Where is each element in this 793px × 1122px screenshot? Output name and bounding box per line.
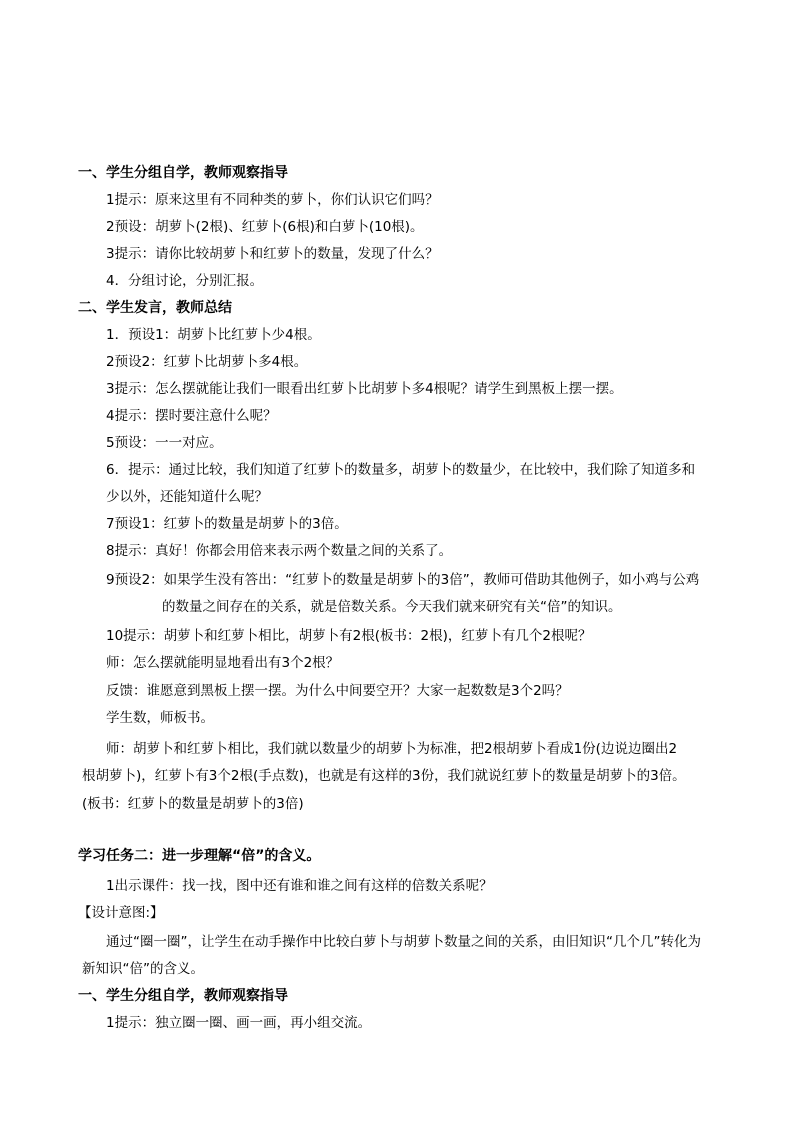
text-line: 反馈：谁愿意到黑板上摆一摆。为什么中间要空开？大家一起数数是3个2吗？ — [106, 683, 569, 699]
text-line: 学生数，师板书。 — [106, 710, 214, 726]
text-line: 1出示课件：找一找，图中还有谁和谁之间有这样的倍数关系呢？ — [106, 878, 493, 894]
text-line: 8提示：真好！你都会用倍来表示两个数量之间的关系了。 — [106, 543, 453, 559]
text-line: 9预设2：如果学生没有答出：“红萝卜的数量是胡萝卜的3倍”，教师可借助其他例子，如小鸡与公鸡 — [106, 572, 700, 588]
text-line: 的数量之间存在的关系，就是倍数关系。今天我们就来研究有关“倍”的知识。 — [162, 599, 622, 615]
text-line: 2预设：胡萝卜(2根)、红萝卜(6根)和白萝卜(10根)。 — [106, 219, 424, 235]
section-heading: 学习任务二：进一步理解“倍”的含义。 — [78, 848, 321, 864]
text-line: 根胡萝卜)，红萝卜有3个2根(手点数)，也就是有这样的3份，我们就说红萝卜的数量是胡萝卜的3倍。 — [82, 768, 686, 784]
text-line: 1提示：独立圈一圈、画一画，再小组交流。 — [106, 1015, 372, 1031]
text-line: 4．分组讨论，分别汇报。 — [106, 273, 264, 289]
text-line: 师：怎么摆就能明显地看出有3个2根？ — [106, 655, 340, 671]
section-heading: 一、学生分组自学，教师观察指导 — [78, 988, 288, 1004]
text-line: 4提示：摆时要注意什么呢？ — [106, 408, 277, 424]
text-line: 少以外，还能知道什么呢？ — [106, 489, 268, 505]
text-line: 3提示：怎么摆就能让我们一眼看出红萝卜比胡萝卜多4根呢？请学生到黑板上摆一摆。 — [106, 381, 623, 397]
text-line: 5预设：一一对应。 — [106, 435, 223, 451]
text-line: 通过“圈一圈”，让学生在动手操作中比较白萝卜与胡萝卜数量之间的关系，由旧知识“几个几”转化为 — [106, 934, 701, 950]
text-line: 【设计意图:】 — [78, 905, 164, 921]
text-line: 6．提示：通过比较，我们知道了红萝卜的数量多，胡萝卜的数量少，在比较中，我们除了知道多和 — [106, 462, 696, 478]
section-heading: 二、学生发言，教师总结 — [78, 300, 232, 316]
text-line: 新知识“倍”的含义。 — [82, 961, 204, 977]
text-line: 7预设1：红萝卜的数量是胡萝卜的3倍。 — [106, 516, 348, 532]
text-line: 2预设2：红萝卜比胡萝卜多4根。 — [106, 354, 308, 370]
text-line: 1．预设1：胡萝卜比红萝卜少4根。 — [106, 327, 321, 343]
section-heading: 一、学生分组自学，教师观察指导 — [78, 165, 288, 181]
text-line: 3提示：请你比较胡萝卜和红萝卜的数量，发现了什么？ — [106, 246, 439, 262]
text-line: 师：胡萝卜和红萝卜相比，我们就以数量少的胡萝卜为标准，把2根胡萝卜看成1份(边说边圈出2 — [106, 741, 678, 757]
text-line: 1提示：原来这里有不同种类的萝卜，你们认识它们吗？ — [106, 192, 439, 208]
text-line: 10提示：胡萝卜和红萝卜相比，胡萝卜有2根(板书：2根)，红萝卜有几个2根呢？ — [106, 628, 592, 644]
text-line: (板书：红萝卜的数量是胡萝卜的3倍) — [82, 796, 304, 812]
